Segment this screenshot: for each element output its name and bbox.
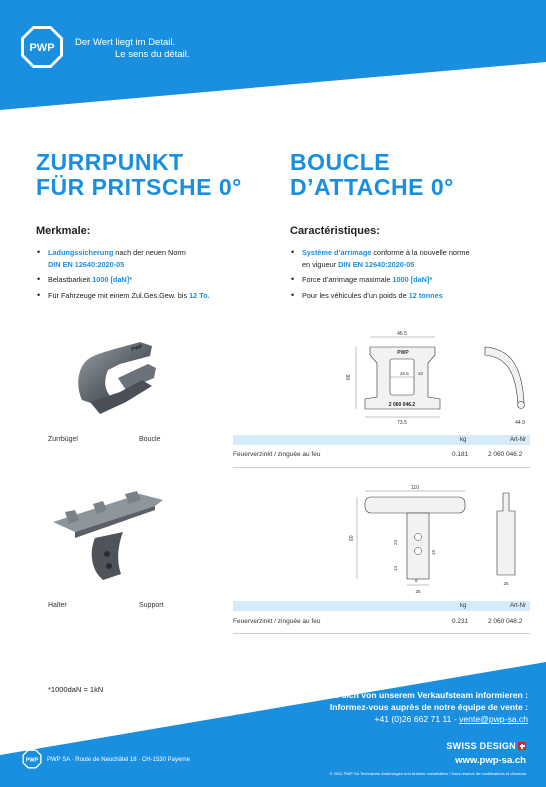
finish-1: Feuerverzinkt / zinguée au feu <box>233 451 321 458</box>
dim2-width: 110 <box>411 485 419 491</box>
caption-support: Support <box>139 602 164 609</box>
website-link[interactable]: www.pwp-sa.ch <box>455 755 526 766</box>
dim2-d4: 25 <box>415 589 421 594</box>
dim-width: 46.5 <box>397 331 407 337</box>
dim2-d5: 19 <box>431 549 436 555</box>
photo-brand: PWP <box>130 343 144 353</box>
finish-2: Feuerverzinkt / zinguée au feu <box>233 618 321 625</box>
swiss-design: SWISS DESIGN <box>446 741 526 751</box>
slogan-de: Der Wert liegt im Detail. <box>75 37 176 48</box>
features-fr-heading: Caractéristiques: <box>290 225 380 237</box>
list-item: • Für Fahrzeuge mit einem Zul.Ges.Gew. bis 12 To. <box>34 290 264 302</box>
dim-base: 73.5 <box>397 420 407 426</box>
email-link[interactable]: vente@pwp-sa.ch <box>459 714 528 724</box>
slogan <box>75 37 189 61</box>
dim2-d3: 8 <box>415 578 418 583</box>
footnote: *1000daN = 1kN <box>48 685 104 694</box>
title-fr <box>290 150 454 200</box>
list-item: • Système d’arrimage conforme à la nouvelle norme en vigueur DIN EN 12640:2020-05 <box>288 247 528 270</box>
copyright: © 2022 PWP SA Technische Änderungen und Irrtümer vorbehalten / Sous réserve de modifications et d'erreurs <box>329 771 526 776</box>
logo-text: PWP <box>29 42 55 54</box>
slogan-fr: Le sens du détail. <box>115 49 190 60</box>
dim-height: 66 <box>346 374 352 380</box>
swiss-flag-icon <box>518 742 526 750</box>
dim-gap: 10 <box>418 371 424 376</box>
svg-text:PWP: PWP <box>25 757 39 764</box>
table-header-1: kg Art-Nr <box>233 435 530 445</box>
table-header-2: kg Art-Nr <box>233 601 530 611</box>
drawing-brand: PWP <box>397 350 409 356</box>
footer-logo <box>22 749 42 769</box>
caption-zurrbugel: Zurrbügel <box>48 436 78 443</box>
list-item: • Ladungssicherung nach der neuen Norm DIN EN 12640:2020-05 <box>34 247 264 270</box>
list-item: • Belastbarkeit 1000 [daN]* <box>34 274 264 286</box>
title-de-line2: FÜR PRITSCHE 0° <box>36 174 242 200</box>
features-fr-list <box>288 247 528 305</box>
title-fr-line1: BOUCLE <box>290 149 391 175</box>
dim-inner: 26.5 <box>400 371 409 376</box>
dim-side: 44.9 <box>515 420 525 426</box>
weight-1: 0.181 <box>452 451 469 458</box>
caption-halter: Halter <box>48 602 67 609</box>
dim2-height: 60 <box>349 535 355 541</box>
title-fr-line2: D’ATTACHE 0° <box>290 174 454 200</box>
company-address: PWP SA · Route de Neuchâtel 18 · CH-1530 Payerne <box>47 757 190 763</box>
caption-boucle: Boucle <box>139 436 161 443</box>
cta-de: Lassen Sie sich von unserem Verkaufsteam informieren : <box>294 690 528 700</box>
pwp-logo <box>20 25 64 69</box>
phone[interactable]: +41 (0)26 662 71 11 - <box>374 714 460 724</box>
holder-drawing <box>345 485 535 597</box>
title-de <box>36 150 242 200</box>
holder-photo <box>45 482 170 587</box>
drawing-mark: 2 060 046.2 <box>388 402 416 408</box>
dim2-d1: 23 <box>393 539 398 545</box>
features-de-list <box>34 247 264 305</box>
divider <box>233 633 530 634</box>
features-de-heading: Merkmale: <box>36 225 91 237</box>
dim2-d2: 14 <box>393 565 398 571</box>
lashing-bow-photo <box>60 330 170 420</box>
article-2: 2 060 048.2 <box>488 618 523 625</box>
divider <box>233 467 530 468</box>
list-item: • Pour les véhicules d’un poids de 12 tonnes <box>288 290 528 302</box>
sales-contact <box>294 689 528 725</box>
cta-fr: Informez-vous auprès de notre équipe de vente : <box>329 702 528 712</box>
header-band <box>0 0 546 130</box>
dim2-side: 25 <box>503 581 509 586</box>
weight-2: 0.231 <box>452 618 469 625</box>
article-1: 2 060 046.2 <box>488 451 523 458</box>
lashing-bow-drawing <box>340 325 540 430</box>
title-de-line1: ZURRPUNKT <box>36 149 184 175</box>
list-item: • Force d’arrimage maximale 1000 [daN]* <box>288 274 528 286</box>
